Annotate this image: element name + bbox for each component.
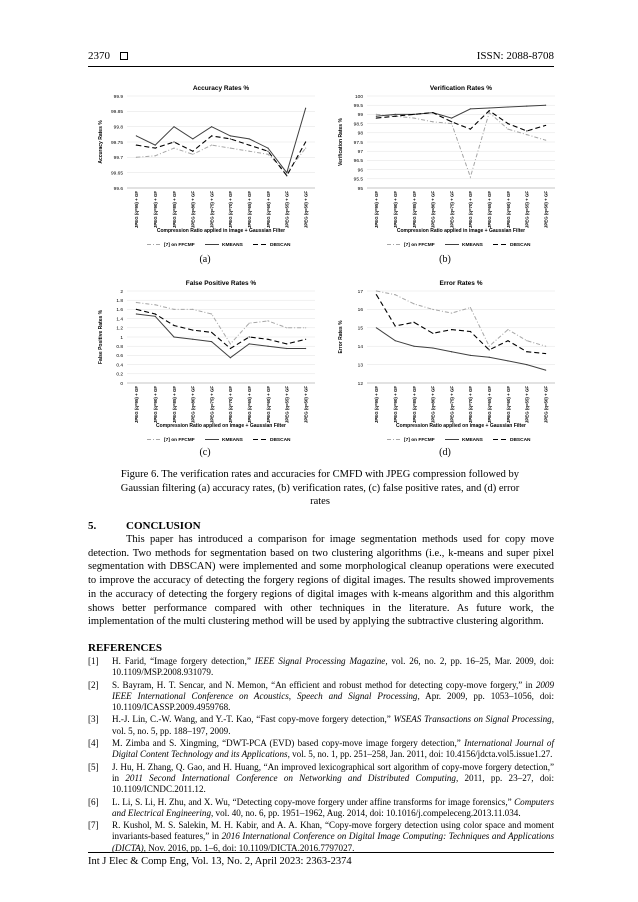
x-tick-label: JPEG (q=85) + GF <box>411 386 417 424</box>
x-axis-label: Compression Ratio applied on image + Gaussian Filter <box>396 423 526 429</box>
page-number: 2370 <box>88 50 110 62</box>
data-point <box>230 148 231 149</box>
y-tick-label: 0.6 <box>116 354 123 360</box>
references-heading: REFERENCES <box>88 642 162 654</box>
data-point <box>230 135 231 136</box>
y-tick-label: 96 <box>357 168 363 174</box>
series-line-3 <box>136 309 305 348</box>
reference-details: , vol. 5, no. 1, pp. 251–258, Jan. 2011, doi: 10.4156/jdcta.vol5.issue1.27. <box>287 749 553 760</box>
data-point <box>545 353 546 354</box>
x-tick-label: JPEG (q=85) + GF <box>411 191 417 229</box>
section-number: 5. <box>88 520 97 532</box>
reference-venue: 2016 International Conference on Digital Image Computing: Techniques and Applications (DICTA) <box>112 831 554 853</box>
data-point <box>545 125 546 126</box>
data-point <box>192 154 193 155</box>
data-point <box>395 325 396 326</box>
y-tick-label: 16 <box>357 308 363 314</box>
x-tick-label: JPEG (q=75) + GF <box>449 386 455 424</box>
series-line-1 <box>136 145 305 173</box>
data-point <box>507 106 508 107</box>
x-tick-label: JPEG (q=70) + GF <box>468 386 474 424</box>
issn: ISSN: 2088-8708 <box>476 50 554 62</box>
x-tick-label: JPEG (q=85) + GF <box>171 386 177 424</box>
data-point <box>267 151 268 152</box>
data-point <box>173 141 174 142</box>
data-point <box>376 327 377 328</box>
x-tick-label: JPEG (q=90) + GF <box>393 386 398 424</box>
reference-item <box>88 820 554 853</box>
data-point <box>249 138 250 139</box>
data-point <box>489 349 490 350</box>
data-point <box>545 370 546 371</box>
data-point <box>451 121 452 122</box>
y-tick-label: 99.5 <box>353 104 363 109</box>
running-header <box>88 50 554 64</box>
reference-item <box>88 680 554 713</box>
y-tick-label: 99.7 <box>113 156 123 162</box>
x-tick-label: JPEG (q=60) + GF <box>265 191 271 229</box>
data-point <box>249 343 250 344</box>
data-point <box>192 330 193 331</box>
data-point <box>489 346 490 347</box>
legend-label: KMEANS <box>222 243 243 248</box>
data-point <box>192 138 193 139</box>
x-tick-label: JPEG (q=50) + GF <box>303 386 309 424</box>
data-point <box>286 343 287 344</box>
data-point <box>192 339 193 340</box>
data-point <box>155 155 156 156</box>
reference-details: , 2011, pp. 23–27, doi: 10.1109/ICNDC.2011.12. <box>112 772 554 795</box>
legend-label: KMEANS <box>222 438 243 443</box>
data-point <box>470 307 471 308</box>
y-tick-label: 99.9 <box>113 94 123 100</box>
data-point <box>526 134 527 135</box>
data-point <box>136 309 137 310</box>
chart-error-rates <box>325 275 565 450</box>
data-point <box>507 340 508 341</box>
data-point <box>376 114 377 115</box>
reference-details: , Apr. 2009, pp. 1053–1056, doi: 10.1109/ICASSP.2009.4959768. <box>112 690 554 712</box>
data-point <box>376 294 377 295</box>
chart-accuracy-rates <box>85 80 325 255</box>
reference-text: L. Li, S. Li, H. Zhu, and X. Wu, “Detecting copy-move forgery under affine transforms for image forensics,” <box>112 796 515 807</box>
data-point <box>545 140 546 141</box>
data-point <box>286 348 287 349</box>
data-point <box>173 325 174 326</box>
y-tick-label: 0.8 <box>116 345 123 350</box>
y-tick-label: 1.6 <box>116 308 123 314</box>
chart-title: False Positive Rates % <box>185 280 257 287</box>
x-tick-label: JPEG (q=85) + GF <box>171 191 177 229</box>
x-tick-label: JPEG (q=95) + GF <box>374 386 380 424</box>
y-tick-label: 98.5 <box>353 122 363 128</box>
data-point <box>286 172 287 173</box>
x-tick-label: JPEG (q=70) + GF <box>468 191 474 229</box>
data-point <box>230 348 231 349</box>
data-point <box>305 327 306 328</box>
x-tick-label: JPEG (q=70) + GF <box>228 386 234 424</box>
reference-number: [7] <box>88 820 99 831</box>
x-tick-label: JPEG (q=55) + GF <box>284 191 290 229</box>
data-point <box>286 327 287 328</box>
legend-label: DBSCAN <box>270 243 291 248</box>
data-point <box>395 116 396 117</box>
data-point <box>136 157 137 158</box>
footer-rule <box>88 852 554 853</box>
data-point <box>211 135 212 136</box>
data-point <box>267 148 268 149</box>
reference-number: [3] <box>88 714 99 725</box>
y-tick-label: 0.4 <box>116 363 123 369</box>
data-point <box>395 294 396 295</box>
data-point <box>249 323 250 324</box>
series-line-2 <box>136 314 305 358</box>
x-tick-label: JPEG (q=75) + GF <box>209 191 215 229</box>
reference-venue: 2011 Second International Conference on Networking and Distributed Computing <box>125 772 456 783</box>
data-point <box>249 144 250 145</box>
data-point <box>136 302 137 303</box>
reference-details: , vol. 40, no. 6, pp. 1951–1962, Aug. 2014, doi: 10.1016/j.compeleceng.2013.11.034. <box>211 807 521 818</box>
data-point <box>413 114 414 115</box>
y-tick-label: 1.4 <box>116 317 123 323</box>
data-point <box>155 144 156 145</box>
x-tick-label: JPEG (q=80) + GF <box>430 191 436 229</box>
x-tick-label: JPEG (q=90) + GF <box>393 191 398 229</box>
data-point <box>305 348 306 349</box>
data-point <box>249 336 250 337</box>
series-line-3 <box>376 295 545 354</box>
chart-title: Accuracy Rates % <box>192 85 250 92</box>
reference-text: M. Zimba and S. Xingming, “DWT-PCA (EVD) based copy-move image forgery detection,” <box>112 738 465 749</box>
x-tick-label: JPEG (q=70) + GF <box>228 191 234 229</box>
reference-text: J. Hu, H. Zhang, Q. Gao, and H. Huang, “An improved lexicographical sort algorithm of copy-move forgery detection,” in <box>112 761 554 783</box>
data-point <box>507 360 508 361</box>
legend-label: KMEANS <box>462 438 483 443</box>
data-point <box>136 135 137 136</box>
data-point <box>267 154 268 155</box>
y-tick-label: 99.75 <box>110 140 123 146</box>
reference-venue: IEEE Signal Processing Magazine <box>254 656 386 666</box>
x-axis-label: Compression Ratio applied in image + Gaussian Filter <box>396 228 526 234</box>
data-point <box>211 126 212 127</box>
data-point <box>470 355 471 356</box>
legend-label: DBSCAN <box>270 438 291 443</box>
data-point <box>470 176 471 177</box>
x-tick-label: JPEG (q=90) + GF <box>153 191 158 229</box>
data-point <box>451 312 452 313</box>
section-heading <box>88 520 201 532</box>
reference-text: H.-J. Lin, C.-W. Wang, and Y.-T. Kao, “Fast copy-move forgery detection,” <box>112 714 394 725</box>
reference-number: [1] <box>88 656 99 666</box>
x-tick-label: JPEG (q=55) + GF <box>524 386 530 424</box>
data-point <box>249 151 250 152</box>
y-axis-label: Error Rates % <box>338 320 344 354</box>
y-tick-label: 99.85 <box>110 110 123 116</box>
x-tick-label: JPEG (q=95) + GF <box>134 191 140 229</box>
data-point <box>305 339 306 340</box>
series-line-2 <box>376 328 545 370</box>
data-point <box>470 108 471 109</box>
x-axis-label: Compression Ratio applied in image + Gaussian Filter <box>156 228 286 234</box>
data-point <box>286 175 287 176</box>
subfigure-label-d: (d) <box>439 447 451 458</box>
data-point <box>526 106 527 107</box>
journal-footer: Int J Elec & Comp Eng, Vol. 13, No. 2, April 2023: 2363-2374 <box>88 856 352 867</box>
data-point <box>211 144 212 145</box>
data-point <box>470 129 471 130</box>
square-bullet-icon <box>120 52 128 60</box>
y-tick-label: 14 <box>357 345 363 350</box>
x-axis-label: Compression Ratio applied on image + Gaussian Filter <box>156 423 286 429</box>
data-point <box>507 123 508 124</box>
data-point <box>432 347 433 348</box>
header-rule <box>88 66 554 67</box>
y-tick-label: 99.6 <box>113 186 123 192</box>
y-tick-label: 0.2 <box>116 372 123 378</box>
y-tick-label: 1 <box>120 335 123 341</box>
data-point <box>451 123 452 124</box>
data-point <box>376 290 377 291</box>
reference-details: , Nov. 2016, pp. 1–6, doi: 10.1109/DICTA.2016.7797027. <box>143 842 355 853</box>
data-point <box>267 346 268 347</box>
reference-list <box>88 656 554 855</box>
y-axis-label: False Positive Rates % <box>98 309 104 365</box>
data-point <box>413 303 414 304</box>
data-point <box>489 112 490 113</box>
y-tick-label: 95.5 <box>353 177 363 183</box>
x-tick-label: JPEG (q=65) + GF <box>247 386 252 424</box>
reference-item <box>88 656 554 678</box>
x-tick-label: JPEG (q=60) + GF <box>265 386 271 424</box>
reference-item <box>88 714 554 736</box>
legend-label: [7] on FFCMF <box>404 438 435 443</box>
legend-label: DBSCAN <box>510 438 531 443</box>
data-point <box>395 114 396 115</box>
subfigure-label-b: (b) <box>439 254 451 265</box>
data-point <box>173 148 174 149</box>
reference-item <box>88 797 554 819</box>
data-point <box>432 309 433 310</box>
reference-number: [4] <box>88 738 99 749</box>
data-point <box>451 351 452 352</box>
x-tick-label: JPEG (q=55) + GF <box>524 191 530 229</box>
reference-venue: Computers and Electrical Engineering <box>112 796 554 818</box>
reference-number: [5] <box>88 761 99 772</box>
data-point <box>173 309 174 310</box>
data-point <box>211 313 212 314</box>
x-tick-label: JPEG (q=90) + GF <box>153 386 158 424</box>
data-point <box>526 364 527 365</box>
data-point <box>470 331 471 332</box>
section-title: CONCLUSION <box>126 520 201 532</box>
chart-verification-rates <box>325 80 565 255</box>
x-tick-label: JPEG (q=55) + GF <box>284 386 290 424</box>
data-point <box>376 117 377 118</box>
y-tick-label: 0 <box>120 381 123 387</box>
data-point <box>267 320 268 321</box>
x-tick-label: JPEG (q=95) + GF <box>134 386 140 424</box>
reference-text: H. Farid, “Image forgery detection,” <box>112 656 255 666</box>
y-tick-label: 97.5 <box>353 140 363 146</box>
x-tick-label: JPEG (q=50) + GF <box>543 386 549 424</box>
legend-label: [7] on FFCMF <box>404 243 435 248</box>
y-tick-label: 100 <box>354 94 363 100</box>
data-point <box>507 129 508 130</box>
y-axis-label: Accuracy Rates % <box>98 120 104 164</box>
data-point <box>155 313 156 314</box>
reference-number: [6] <box>88 796 99 807</box>
y-tick-label: 96.5 <box>353 159 363 165</box>
data-point <box>413 117 414 118</box>
y-tick-label: 1.8 <box>116 299 123 304</box>
y-tick-label: 12 <box>357 381 363 387</box>
reference-venue: International Journal of Digital Content Technology and its Applications <box>112 738 555 760</box>
subfigure-label-a: (a) <box>199 254 211 265</box>
reference-item <box>88 762 554 795</box>
reference-text: S. Bayram, H. T. Sencar, and N. Memon, “An efficient and robust method for detecting copy-move forgery,” in <box>112 679 536 690</box>
y-tick-label: 99.65 <box>110 171 123 177</box>
data-point <box>155 316 156 317</box>
data-point <box>305 148 306 149</box>
y-axis-label: Verification Rates % <box>338 118 344 166</box>
data-point <box>489 107 490 108</box>
data-point <box>192 309 193 310</box>
y-tick-label: 95 <box>357 186 363 192</box>
y-tick-label: 98 <box>357 131 363 137</box>
data-point <box>230 343 231 344</box>
data-point <box>413 346 414 347</box>
data-point <box>507 329 508 330</box>
data-point <box>451 117 452 118</box>
x-tick-label: JPEG (q=65) + GF <box>487 191 492 229</box>
data-point <box>545 105 546 106</box>
y-tick-label: 99.8 <box>113 125 123 131</box>
y-tick-label: 2 <box>120 289 123 295</box>
x-tick-label: JPEG (q=80) + GF <box>430 386 436 424</box>
data-point <box>432 333 433 334</box>
x-tick-label: JPEG (q=60) + GF <box>505 386 511 424</box>
reference-details: , vol. 26, no. 2, pp. 16–25, Mar. 2009, doi: 10.1109/MSP.2008.931079. <box>112 656 555 678</box>
data-point <box>230 357 231 358</box>
data-point <box>545 346 546 347</box>
x-tick-label: JPEG (q=50) + GF <box>303 191 309 229</box>
chart-title: Error Rates % <box>439 280 483 287</box>
reference-item <box>88 738 554 760</box>
y-tick-label: 97 <box>357 150 363 155</box>
x-tick-label: JPEG (q=60) + GF <box>505 191 511 229</box>
y-tick-label: 17 <box>357 289 363 295</box>
data-point <box>451 329 452 330</box>
series-line-2 <box>376 105 545 118</box>
data-point <box>526 130 527 131</box>
y-tick-label: 13 <box>357 363 363 369</box>
legend-label: [7] on FFCMF <box>164 243 195 248</box>
y-tick-label: 99 <box>357 113 363 119</box>
x-tick-label: JPEG (q=95) + GF <box>374 191 380 229</box>
x-tick-label: JPEG (q=80) + GF <box>190 191 196 229</box>
data-point <box>413 322 414 323</box>
reference-venue: WSEAS Transactions on Signal Processing <box>393 714 552 725</box>
data-point <box>489 357 490 358</box>
conclusion-paragraph: This paper has introduced a comparison for image segmentation methods used for copy move detection. Two methods for segmentation based on two clustering algorithms (i.e., k-means and super pixel segmentation with DBSCAN) were implemented and some morphological cleanup operations were executed to improve the accuracy of detecting the forgery regions of digital images. The results showed improvements in the accuracy of detecting the forgery regions of digital images with k-means algorithm and this algorithm shows better performance compared with other techniques in the literature. As future work, the implementation of the multi clustering method will be used by applying the subtractive clustering algorithm. <box>88 534 554 628</box>
legend-label: KMEANS <box>462 243 483 248</box>
x-tick-label: JPEG (q=50) + GF <box>543 191 549 229</box>
data-point <box>173 336 174 337</box>
data-point <box>211 332 212 333</box>
subfigure-label-c: (c) <box>199 447 211 458</box>
reference-text: R. Kushol, M. S. Salekin, M. H. Kabir, and A. A. Khan, “Copy-move forgery detection using color space and moment invariants-based features,” in <box>112 820 554 842</box>
data-point <box>376 116 377 117</box>
data-point <box>432 121 433 122</box>
x-tick-label: JPEG (q=75) + GF <box>449 191 455 229</box>
series-line-1 <box>376 291 545 346</box>
reference-details: , vol. 5, no. 5, pp. 188–197, 2009. <box>112 714 554 736</box>
x-tick-label: JPEG (q=80) + GF <box>190 386 196 424</box>
data-point <box>192 151 193 152</box>
data-point <box>526 351 527 352</box>
data-point <box>155 148 156 149</box>
data-point <box>173 126 174 127</box>
data-point <box>155 304 156 305</box>
data-point <box>136 144 137 145</box>
data-point <box>395 340 396 341</box>
data-point <box>432 112 433 113</box>
series-line-1 <box>376 113 545 177</box>
x-tick-label: JPEG (q=75) + GF <box>209 386 215 424</box>
data-point <box>211 341 212 342</box>
x-tick-label: JPEG (q=65) + GF <box>247 191 252 229</box>
legend-label: [7] on FFCMF <box>164 438 195 443</box>
data-point <box>305 108 306 109</box>
data-point <box>305 141 306 142</box>
data-point <box>136 313 137 314</box>
y-tick-label: 1.2 <box>116 326 123 332</box>
legend-label: DBSCAN <box>510 243 531 248</box>
chart-false-positive-rates <box>85 275 325 450</box>
figure-caption: Figure 6. The verification rates and accuracies for CMFD with JPEG compression followed by Gaussian filtering (a) accuracy rates, (b) verification rates, (c) false positive rates, and (d) error rates <box>120 469 520 507</box>
chart-title: Verification Rates % <box>429 85 493 92</box>
reference-number: [2] <box>88 679 99 690</box>
series-line-2 <box>136 108 305 172</box>
reference-venue: 2009 IEEE International Conference on Acoustics, Speech and Signal Processing <box>112 679 554 701</box>
data-point <box>526 340 527 341</box>
data-point <box>230 138 231 139</box>
data-point <box>267 339 268 340</box>
data-point <box>489 110 490 111</box>
x-tick-label: JPEG (q=65) + GF <box>487 386 492 424</box>
y-tick-label: 15 <box>357 326 363 332</box>
